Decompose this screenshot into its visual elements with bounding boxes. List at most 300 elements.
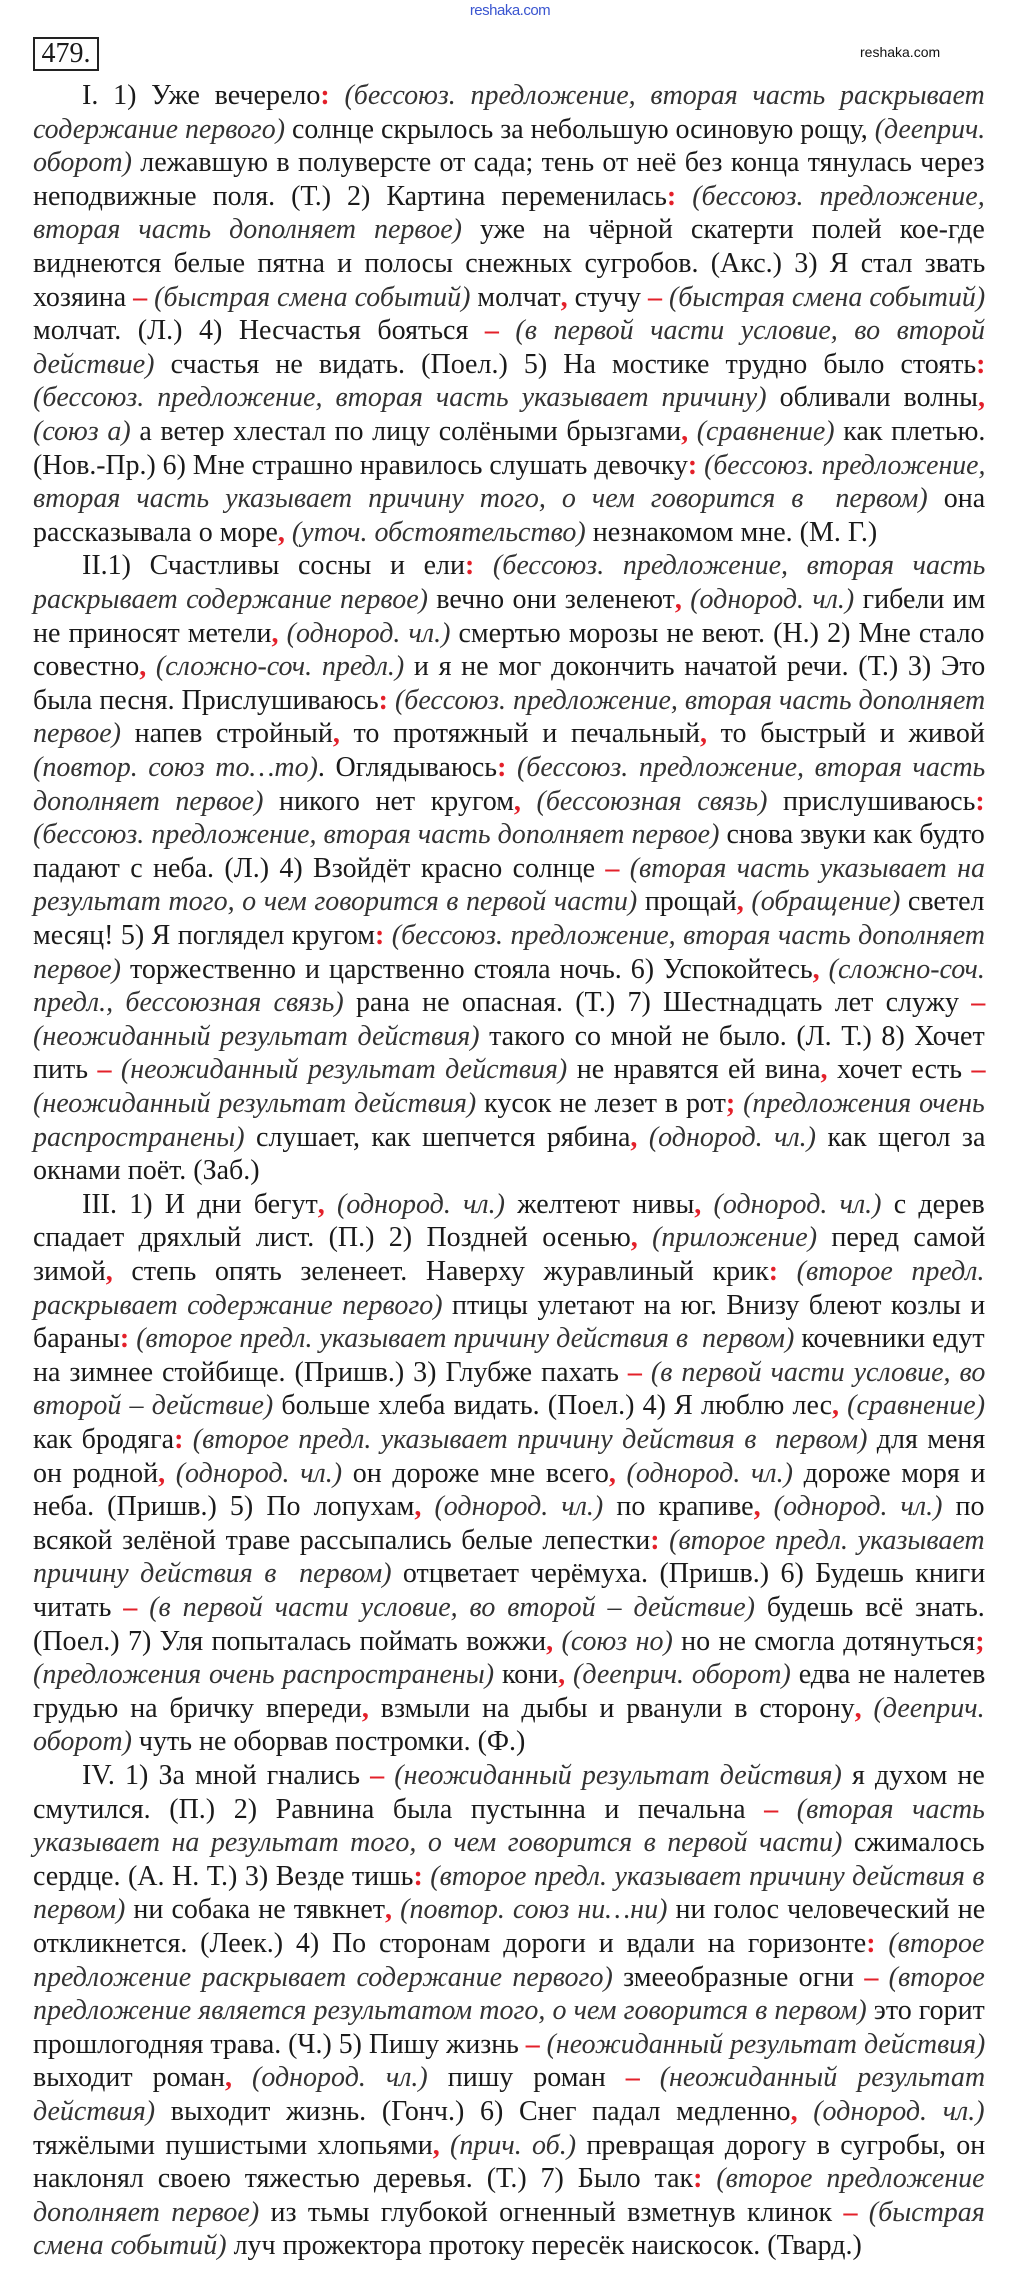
sentence-text: неподвижные поля. (Т.) 2) Картина переменилась [33,180,667,212]
text-line [33,1692,985,1725]
text-line [33,247,985,280]
punctuation-mark: – [525,2028,540,2060]
punctuation-mark: – [764,1793,779,1825]
text-line [33,650,985,683]
sentence-text: я духом не [841,1760,985,1791]
sentence-text: слушает, как шепчется рябина [244,1121,631,1153]
sentence-text: спадает дряхлый лист. (П.) 2) Поздней осенью [33,1222,631,1254]
text-line [33,516,877,549]
punctuation-mark: , [674,584,682,615]
sentence-text: ни голос человеческий не [667,1894,986,1926]
watermark-text: reshaka.com [860,44,941,60]
text-line [33,2095,985,2128]
annotation-text: (быстрая смена событий) [147,281,471,313]
text-line [33,1053,985,1086]
punctuation-mark: : [693,2163,703,2195]
text-line [33,2196,985,2229]
text-line [33,1154,260,1187]
annotation-text: (бессоюзная связь) [520,785,768,817]
punctuation-mark: – [627,1356,642,1388]
annotation-text: предл., бессоюзная связь) [33,987,344,1019]
sentence-text: неба. (Пришв.) 5) По лопухам [33,1491,415,1523]
annotation-text: (бессоюз. предложение, вторая часть [474,550,986,582]
annotation-text: раскрывает содержание первое) [33,584,428,615]
sentence-text: то быстрый и живой [706,718,985,750]
annotation-text: первое) [33,718,121,750]
text-line [33,986,985,1019]
sentence-text: молчат [470,281,561,313]
sentence-text: луч прожектора протоку пересёк наискосок. (Твард.) [226,2230,862,2262]
annotation-text: (однород. чл.) [681,584,855,615]
sentence-text: кусок не лезет в рот [476,1088,726,1119]
text-line [33,281,985,314]
sentence-text: пишу роман [427,2062,626,2094]
annotation-text: (второе предл. указывает причину действия в первом) [183,1424,868,1455]
punctuation-mark: , [630,1121,638,1153]
sentence-text: стучу [567,281,648,313]
sentence-text: змееобразные огни [612,1961,865,1993]
annotation-text: (неожиданный результат действия) [33,1020,480,1052]
annotation-text: (бессоюз. предложение, [697,449,986,481]
sentence-text: выходит роман [33,2062,226,2094]
annotation-text: дополняет первое) [33,2196,260,2228]
sentence-text: желтеют нивы [504,1188,695,1220]
annotation-text: действие) [33,348,155,380]
sentence-text: сердце. (А. Н. Т.) 3) Везде тишь [33,1860,414,1892]
sentence-text: чуть не оборвав постромки. (Ф.) [131,1726,526,1758]
annotation-text: (бессоюз. предложение, вторая часть указывает причину) [33,382,767,414]
annotation-text: оборот) [33,1726,132,1758]
annotation-text: (союз а) [33,416,131,447]
sentence-text: то протяжный и печальный [339,718,700,750]
sentence-text: он дороже мне всего [342,1457,609,1489]
text-line [33,1389,985,1422]
sentence-text: торжественно и царственно стояла ночь. 6) Успокойтесь [120,953,813,985]
sentence-text: лежавшую в полуверсте от сада; тень от неё без конца тянулась через [131,147,985,179]
text-line [33,180,985,213]
punctuation-mark: , [630,1222,638,1254]
annotation-text: (приложение) [637,1222,818,1254]
text-line [33,852,985,885]
annotation-text: (неожиданный результат действия) [539,2028,986,2060]
text-line [33,717,985,750]
punctuation-mark: , [105,1256,113,1287]
sentence-text: не нравятся ей вина [567,1054,821,1086]
text-line [33,1356,985,1389]
punctuation-mark: , [546,1625,554,1657]
sentence-text: напев стройный [120,718,333,750]
annotation-text: (дееприч. [874,113,986,145]
sentence-text: IV. 1) За мной гнались [82,1760,371,1791]
annotation-text: (бессоюз. предложение, вторая часть раскрывает [329,80,985,111]
sentence-text: и я не мог докончить начатой речи. (Т.) 3) Это [404,651,986,683]
punctuation-mark: : [866,1928,876,1959]
text-line [33,684,985,717]
annotation-text: (второе [878,1961,985,1993]
sentence-text: вечно они зеленеют [427,584,675,615]
annotation-text: первом) [33,1894,126,1926]
text-line [33,583,985,616]
punctuation-mark: , [361,1692,369,1724]
punctuation-mark: , [736,886,744,918]
text-line [33,1826,985,1859]
sentence-text: хозяина [33,281,134,313]
sentence-text: из тьмы глубокой огненный взметнув клинок [259,2196,844,2228]
sentence-text: он родной [33,1457,159,1489]
text-line [33,146,985,179]
annotation-text: (однород. чл.) [760,1491,943,1523]
punctuation-mark: : [413,1860,423,1892]
punctuation-mark: : [320,80,330,111]
annotation-text: причину действия в первом) [33,1558,392,1590]
punctuation-mark: , [854,1692,862,1724]
sentence-text: наклонял своею тяжестью деревья. (Т.) 7) Было так [33,2163,694,2195]
punctuation-mark: , [317,1188,325,1220]
punctuation-mark: , [225,2062,233,2094]
sentence-text: счастья не видать. (Поел.) 5) На мостике трудно было стоять [154,348,977,380]
punctuation-mark: , [277,516,285,548]
sentence-text: откликнется. (Леек.) 4) По сторонам дороги и вдали на горизонте [33,1928,867,1959]
annotation-text: (сравнение) [688,416,835,447]
punctuation-mark: , [977,382,985,414]
sentence-text: падают с неба. (Л.) 4) Взойдёт красно солнце [33,852,606,884]
annotation-text: предложение является результатом того, о чем говорится в первом) [33,1995,867,2027]
annotation-text: дополняет первое) [33,785,264,817]
text-line [33,1457,985,1490]
annotation-text: предложение раскрывает содержание первого) [33,1961,613,1993]
sentence-text: дороже моря и [792,1457,986,1489]
text-line [33,2162,985,2195]
text-line [33,1591,985,1624]
sentence-text: всякой зелёной траве рассыпались белые лепестки [33,1524,651,1556]
punctuation-mark: – [971,1054,986,1086]
annotation-text: (бессоюз. предложение, вторая часть дополняет первое) [33,819,720,851]
sentence-text: смертью морозы не веют. (Н.) 2) Мне стало [450,617,985,649]
sentence-text: на зимнее стойбище. (Пришв.) 3) Глубже пахать [33,1356,628,1388]
text-line [33,1423,985,1456]
sentence-text: грудью на бричку впереди [33,1692,362,1724]
punctuation-mark: , [385,1894,393,1926]
annotation-text: (неожиданный результат [639,2062,986,2094]
sentence-text: незнакомом мне. (М. Г.) [585,516,878,548]
punctuation-mark: , [753,1491,761,1523]
sentence-text: кочевники едут [794,1323,985,1355]
punctuation-mark: , [560,281,568,313]
annotation-text: второй – действие) [33,1390,274,1422]
punctuation-mark: ; [975,1625,985,1657]
punctuation-mark: : [650,1524,660,1556]
text-line [33,2229,862,2262]
annotation-text: действия) [33,2096,156,2127]
punctuation-mark: : [497,752,507,783]
sentence-text: как щегол за [816,1121,986,1153]
text-line [33,617,985,650]
annotation-text: (второе предложение [702,2163,985,2195]
annotation-text: (однород. чл.) [324,1188,505,1220]
annotation-text: (неожиданный результат действия) [384,1760,842,1791]
sentence-text: зимой [33,1256,106,1287]
punctuation-mark: – [484,315,499,347]
punctuation-mark: : [174,1424,184,1455]
sentence-text: была песня. Прислушиваюсь [33,684,379,716]
punctuation-mark: , [332,718,340,750]
annotation-text: (в первой части условие, во второй – действие) [137,1592,755,1623]
punctuation-mark: – [647,281,662,313]
sentence-text: кони [494,1659,559,1691]
text-line [33,1625,985,1658]
text-line [33,113,985,146]
annotation-text: (бессоюз. предложение, вторая часть дополняет [387,684,986,716]
sentence-text: прислушиваюсь [767,785,976,817]
punctuation-mark: , [608,1457,616,1489]
annotation-text: оборот) [33,147,132,179]
punctuation-mark: , [694,1188,702,1220]
sentence-text: птицы улетают на юг. Внизу блеют козлы и [442,1289,986,1321]
punctuation-mark: – [864,1961,879,1993]
punctuation-mark: : [378,684,388,716]
sentence-text: никого нет кругом [263,785,514,817]
sentence-text: но не смогла дотянуться [672,1625,976,1657]
sentence-text: (Нов.-Пр.) 6) Мне страшно нравилось слушать девочку [33,449,688,481]
annotation-text: (дееприч. [861,1692,985,1724]
sentence-text: перед самой [817,1222,986,1254]
annotation-text: вторая часть дополняет первое) [33,214,462,246]
annotation-text: (сравнение) [839,1390,986,1422]
punctuation-mark: : [768,1256,779,1287]
punctuation-mark: – [971,987,986,1019]
punctuation-mark: : [119,1323,130,1355]
annotation-text: (повтор. союз ни…ни) [392,1894,668,1926]
text-line [82,1759,985,1792]
sentence-text: прощай [637,886,737,918]
text-line [33,1221,985,1254]
sentence-text: II.1) Счастливы сосны и ели [82,550,465,582]
text-line [33,1121,985,1154]
sentence-text: не приносят метели [33,617,272,649]
punctuation-mark: – [625,2062,640,2094]
annotation-text: первое) [33,953,121,985]
sentence-text: рассказывала о море [33,516,278,548]
sentence-text: окнами поёт. (Заб.) [33,1155,260,1187]
text-line [33,1255,985,1288]
annotation-text: (в первой части условие, во второй [498,315,985,347]
text-line [33,1020,985,1053]
text-line [33,2061,985,2094]
text-line [33,2028,985,2061]
sentence-text: III. 1) И дни бегут [82,1188,318,1220]
sentence-text: ни собака не тявкнет [125,1894,386,1926]
text-line [33,1927,985,1960]
annotation-text: (бессоюз. предложение, [676,180,985,212]
text-line [33,1322,985,1355]
annotation-text: (быстрая смена событий) [661,281,986,313]
sentence-text: смутился. (П.) 2) Равнина была пустынна и печальна [33,1793,765,1825]
sentence-text: как плетью. [834,416,986,447]
text-line [33,919,985,952]
text-line [82,549,985,582]
annotation-text: раскрывает содержание первого) [33,1289,443,1321]
sentence-text: как бродяга [33,1424,175,1455]
punctuation-mark: – [97,1054,112,1086]
sentence-text: читать [33,1592,124,1623]
sentence-text: по [942,1491,985,1523]
text-line [33,1524,985,1557]
punctuation-mark: , [681,416,689,447]
sentence-text: бараны [33,1323,120,1355]
text-line [33,482,985,515]
annotation-text: (однород. чл.) [232,2062,428,2094]
annotation-text: (уточ. обстоятельство) [284,516,586,548]
sentence-text: гибели им [854,584,986,615]
annotation-text: результат того, о чем говорится в первой части) [33,886,638,918]
sentence-text: пить [33,1054,98,1086]
annotation-text: (однород. чл.) [615,1457,793,1489]
sentence-text: она [927,483,986,515]
text-line [33,1793,985,1826]
annotation-text: (однород. чл.) [637,1121,816,1153]
text-line [33,785,985,818]
sentence-text: уже на чёрной скатерти полей кое-где [461,214,985,246]
text-line [82,79,985,112]
text-line [33,1557,985,1590]
punctuation-mark: , [699,718,707,750]
text-line [33,1961,985,1994]
text-line [33,2129,985,2162]
punctuation-mark: , [812,953,820,985]
punctuation-mark: ; [725,1088,736,1119]
text-line [33,818,985,851]
text-line [33,1289,985,1322]
punctuation-mark: – [605,852,620,884]
punctuation-mark: , [558,1659,566,1691]
punctuation-mark: : [666,180,677,212]
text-line [33,885,984,918]
sentence-text: отцветает черёмуха. (Пришв.) 6) Будешь книги [391,1558,986,1590]
text-line [33,1725,525,1758]
site-header-watermark: reshaka.com [469,2,551,19]
punctuation-mark: , [513,785,521,817]
sentence-text: хочет есть [827,1054,972,1086]
annotation-text: (второе [875,1928,985,1959]
sentence-text: виднеются белые пятна и полосы снежных сугробов. (Акс.) 3) Я стал звать [33,248,986,279]
annotation-text: (второе предл. указывает причину действия в первом) [129,1323,795,1355]
sentence-text: . Оглядываюсь [317,752,498,783]
annotation-text: (вторая часть [778,1793,985,1825]
annotation-text: (бессоюз. предложение, вторая часть [506,752,986,783]
punctuation-mark: , [790,2096,798,2127]
sentence-text: больше хлеба видать. (Поел.) 4) Я люблю лес [273,1390,832,1422]
punctuation-mark: : [976,348,986,380]
punctuation-mark: , [158,1457,166,1489]
annotation-text: (второе предл. указывает причину действия в [422,1860,985,1892]
annotation-text: (однород. чл.) [797,2096,985,2127]
punctuation-mark: – [843,2196,858,2228]
annotation-text: (второе предл. [778,1256,985,1287]
punctuation-mark: , [139,651,147,683]
sentence-text: сжималось [842,1827,985,1859]
annotation-text: (бессоюз. предложение, вторая часть дополняет [384,920,986,951]
annotation-text: (предложения очень [735,1088,985,1119]
annotation-text: (однород. чл.) [701,1188,882,1220]
sentence-text: по крапиве [603,1491,754,1523]
sentence-text: едва не налетев [790,1659,986,1691]
annotation-text: (прич. об.) [439,2129,577,2161]
sentence-text: прошлогодняя трава. (Ч.) 5) Пишу жизнь [33,2028,526,2060]
sentence-text: месяц! 5) Я поглядел кругом [33,920,375,951]
punctuation-mark: : [375,920,385,951]
annotation-text: (дееприч. оборот) [565,1659,791,1691]
text-line [33,1658,985,1691]
text-line [33,1490,985,1523]
sentence-text: совестно [33,651,140,683]
text-line [33,348,985,381]
sentence-text: светел [900,886,985,918]
sentence-text: будешь всё знать. [754,1592,985,1623]
punctuation-mark: , [271,617,279,649]
text-line [33,953,985,986]
punctuation-mark: , [820,1054,828,1086]
sentence-text: снова звуки как будто [719,819,985,851]
sentence-text: тяжёлыми пушистыми хлопьями [33,2129,433,2161]
sentence-text: такого со мной не было. (Л. Т.) 8) Хочет [479,1020,985,1052]
text-line [33,314,985,347]
annotation-text: смена событий) [33,2230,227,2262]
annotation-text: (неожиданный результат действия) [111,1054,568,1086]
sentence-text: превращая дорогу в сугробы, он [576,2129,986,2161]
annotation-text: (повтор. союз то…то) [33,752,318,783]
punctuation-mark: – [123,1592,138,1623]
punctuation-mark: : [687,449,698,481]
annotation-text: (сложно-соч. предл.) [146,651,405,683]
annotation-text: указывает на результат того, о чем говорится в первой части) [33,1827,843,1859]
text-line [33,415,985,448]
punctuation-mark: : [464,550,475,582]
exercise-number: 479. [33,37,99,71]
sentence-text: (Поел.) 7) Уля попыталась поймать вожжи [33,1625,547,1657]
sentence-text: молчат. (Л.) 4) Несчастья бояться [33,315,485,347]
annotation-text: (быстрая [857,2196,985,2228]
text-line [33,213,985,246]
text-line [33,381,985,414]
annotation-text: (обращение) [743,886,901,918]
sentence-text: а ветер хлестал по лицу солёными брызгами [130,416,682,447]
annotation-text: (однород. чл.) [421,1491,604,1523]
sentence-text: взмыли на дыбы и рванули в сторону [368,1692,855,1724]
sentence-text: с дерев [881,1188,985,1220]
sentence-text: выходит жизнь. (Гонч.) 6) Снег падал медленно [155,2096,791,2127]
text-line [33,1087,985,1120]
punctuation-mark: : [975,785,985,817]
text-line [33,1994,985,2027]
text-line [82,1188,985,1221]
annotation-text: (однород. чл.) [278,617,451,649]
punctuation-mark: , [414,1491,422,1523]
text-line [33,751,985,784]
sentence-text: для меня [867,1424,986,1455]
text-line [33,1893,985,1926]
sentence-text: рана не опасная. (Т.) 7) Шестнадцать лет служу [343,987,972,1019]
annotation-text: (союз но) [553,1625,673,1657]
annotation-text: (предложения очень распространены) [33,1659,495,1691]
punctuation-mark: , [432,2129,440,2161]
annotation-text: содержание первого) [33,113,286,145]
annotation-text: (однород. чл.) [165,1457,343,1489]
sentence-text: это горит [866,1995,985,2027]
annotation-text: (в первой части условие, во [641,1356,986,1388]
punctuation-mark: – [133,281,148,313]
text-line [33,449,985,482]
text-line [33,1860,985,1893]
